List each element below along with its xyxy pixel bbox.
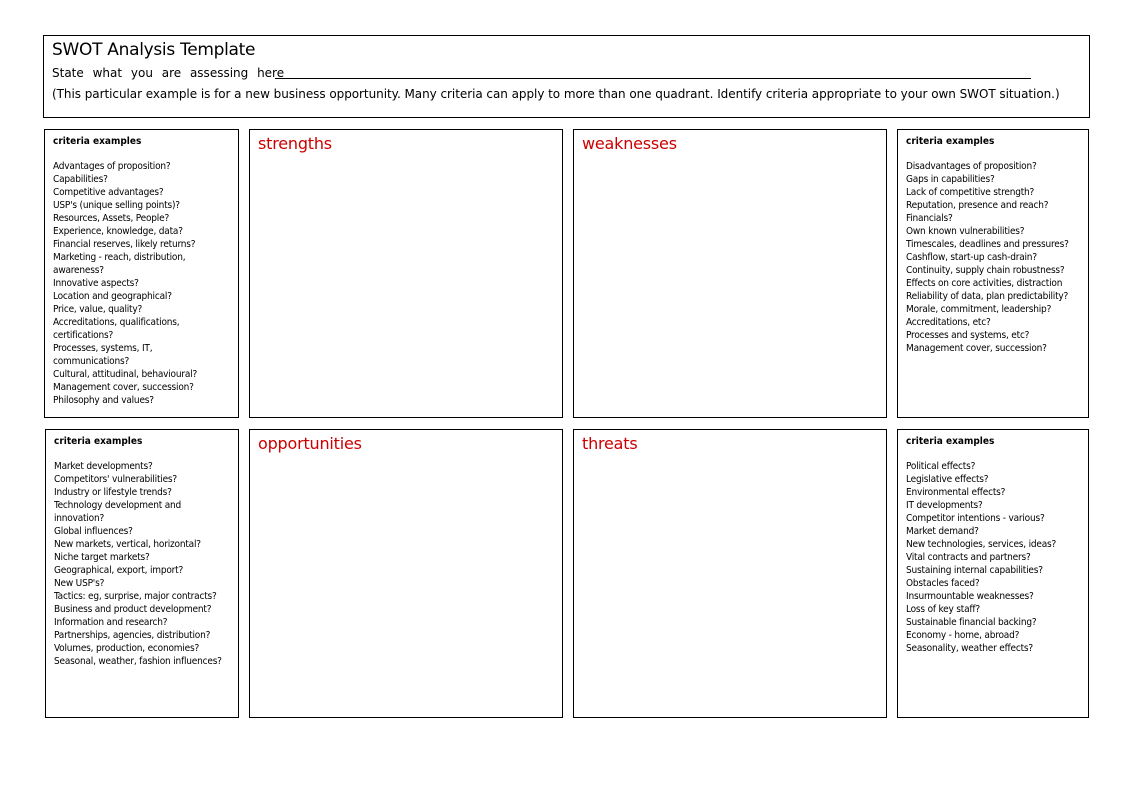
criteria-item: Sustaining internal capabilities? [906,565,1043,576]
criteria-item: Partnerships, agencies, distribution? [54,630,211,641]
criteria-item: Location and geographical? [53,291,172,302]
criteria-item: Competitive advantages? [53,187,164,198]
criteria-item: Accreditations, etc? [906,317,991,328]
criteria-item: Financials? [906,213,953,224]
criteria-item: Seasonal, weather, fashion influences? [54,656,222,667]
header-box [43,35,1090,118]
criteria-item: Financial reserves, likely returns? [53,239,196,250]
criteria-item: Loss of key staff? [906,604,980,615]
criteria-weaknesses [897,129,1089,418]
criteria-item: Processes and systems, etc? [906,330,1030,341]
criteria-item: Management cover, succession? [53,382,194,393]
quadrant-threats[interactable] [573,429,887,718]
assess-input-line[interactable] [275,78,1031,79]
criteria-item: Own known vulnerabilities? [906,226,1025,237]
criteria-item: Environmental effects? [906,487,1006,498]
criteria-item: Sustainable financial backing? [906,617,1037,628]
criteria-title: criteria examples [906,136,995,147]
criteria-item: Experience, knowledge, data? [53,226,183,237]
criteria-item: Legislative effects? [906,474,989,485]
criteria-item: Volumes, production, economies? [54,643,200,654]
header-note: (This particular example is for a new business opportunity. Many criteria can apply to more than one quadrant. Identify criteria appropriate to your own SWOT situation.) [52,87,1060,101]
criteria-item: New markets, vertical, horizontal? [54,539,201,550]
criteria-item: Niche target markets? [54,552,150,563]
quadrant-weaknesses[interactable] [573,129,887,418]
criteria-item: Geographical, export, import? [54,565,184,576]
criteria-item: Information and research? [54,617,168,628]
criteria-item: Marketing - reach, distribution, awareness? [53,252,186,276]
quadrant-opportunities[interactable] [249,429,563,718]
criteria-item: Price, value, quality? [53,304,143,315]
criteria-item: Competitor intentions - various? [906,513,1045,524]
criteria-item: Economy - home, abroad? [906,630,1020,641]
criteria-item: Philosophy and values? [53,395,154,406]
criteria-item: Lack of competitive strength? [906,187,1035,198]
criteria-item: Morale, commitment, leadership? [906,304,1052,315]
criteria-title: criteria examples [53,136,142,147]
criteria-item: Gaps in capabilities? [906,174,995,185]
criteria-list [906,160,1080,355]
criteria-list [54,460,230,668]
criteria-item: Market demand? [906,526,979,537]
criteria-strengths [44,129,239,418]
criteria-item: Advantages of proposition? [53,161,171,172]
weaknesses-title: weaknesses [582,134,677,153]
criteria-title: criteria examples [54,436,143,447]
criteria-item: Business and product development? [54,604,212,615]
criteria-item: Competitors' vulnerabilities? [54,474,177,485]
strengths-title: strengths [258,134,332,153]
criteria-list [53,160,230,407]
criteria-item: Cultural, attitudinal, behavioural? [53,369,198,380]
criteria-item: Obstacles faced? [906,578,980,589]
criteria-threats [897,429,1089,718]
criteria-item: Management cover, succession? [906,343,1047,354]
criteria-item: Timescales, deadlines and pressures? [906,239,1069,250]
criteria-list [906,460,1080,655]
criteria-item: Tactics: eg, surprise, major contracts? [54,591,217,602]
criteria-item: New technologies, services, ideas? [906,539,1057,550]
criteria-opportunities [45,429,239,718]
page-title: SWOT Analysis Template [52,40,256,60]
criteria-item: Cashflow, start-up cash-drain? [906,252,1037,263]
criteria-item: Technology development and innovation? [54,500,182,524]
criteria-item: Accreditations, qualifications, certifications? [53,317,180,341]
criteria-item: Market developments? [54,461,153,472]
criteria-item: Processes, systems, IT, communications? [53,343,153,367]
assess-label: State what you are assessing here [52,66,285,80]
criteria-item: USP's (unique selling points)? [53,200,180,211]
criteria-item: Seasonality, weather effects? [906,643,1033,654]
criteria-item: Disadvantages of proposition? [906,161,1037,172]
criteria-item: Global influences? [54,526,133,537]
criteria-title: criteria examples [906,436,995,447]
criteria-item: New USP's? [54,578,105,589]
criteria-item: Innovative aspects? [53,278,139,289]
criteria-item: Capabilities? [53,174,108,185]
criteria-item: Reliability of data, plan predictability? [906,291,1069,302]
criteria-item: Industry or lifestyle trends? [54,487,172,498]
criteria-item: Effects on core activities, distraction [906,278,1063,289]
criteria-item: Resources, Assets, People? [53,213,170,224]
criteria-item: Political effects? [906,461,976,472]
criteria-item: Reputation, presence and reach? [906,200,1049,211]
opportunities-title: opportunities [258,434,362,453]
criteria-item: Insurmountable weaknesses? [906,591,1034,602]
criteria-item: Continuity, supply chain robustness? [906,265,1065,276]
criteria-item: IT developments? [906,500,983,511]
quadrant-strengths[interactable] [249,129,563,418]
criteria-item: Vital contracts and partners? [906,552,1031,563]
threats-title: threats [582,434,638,453]
